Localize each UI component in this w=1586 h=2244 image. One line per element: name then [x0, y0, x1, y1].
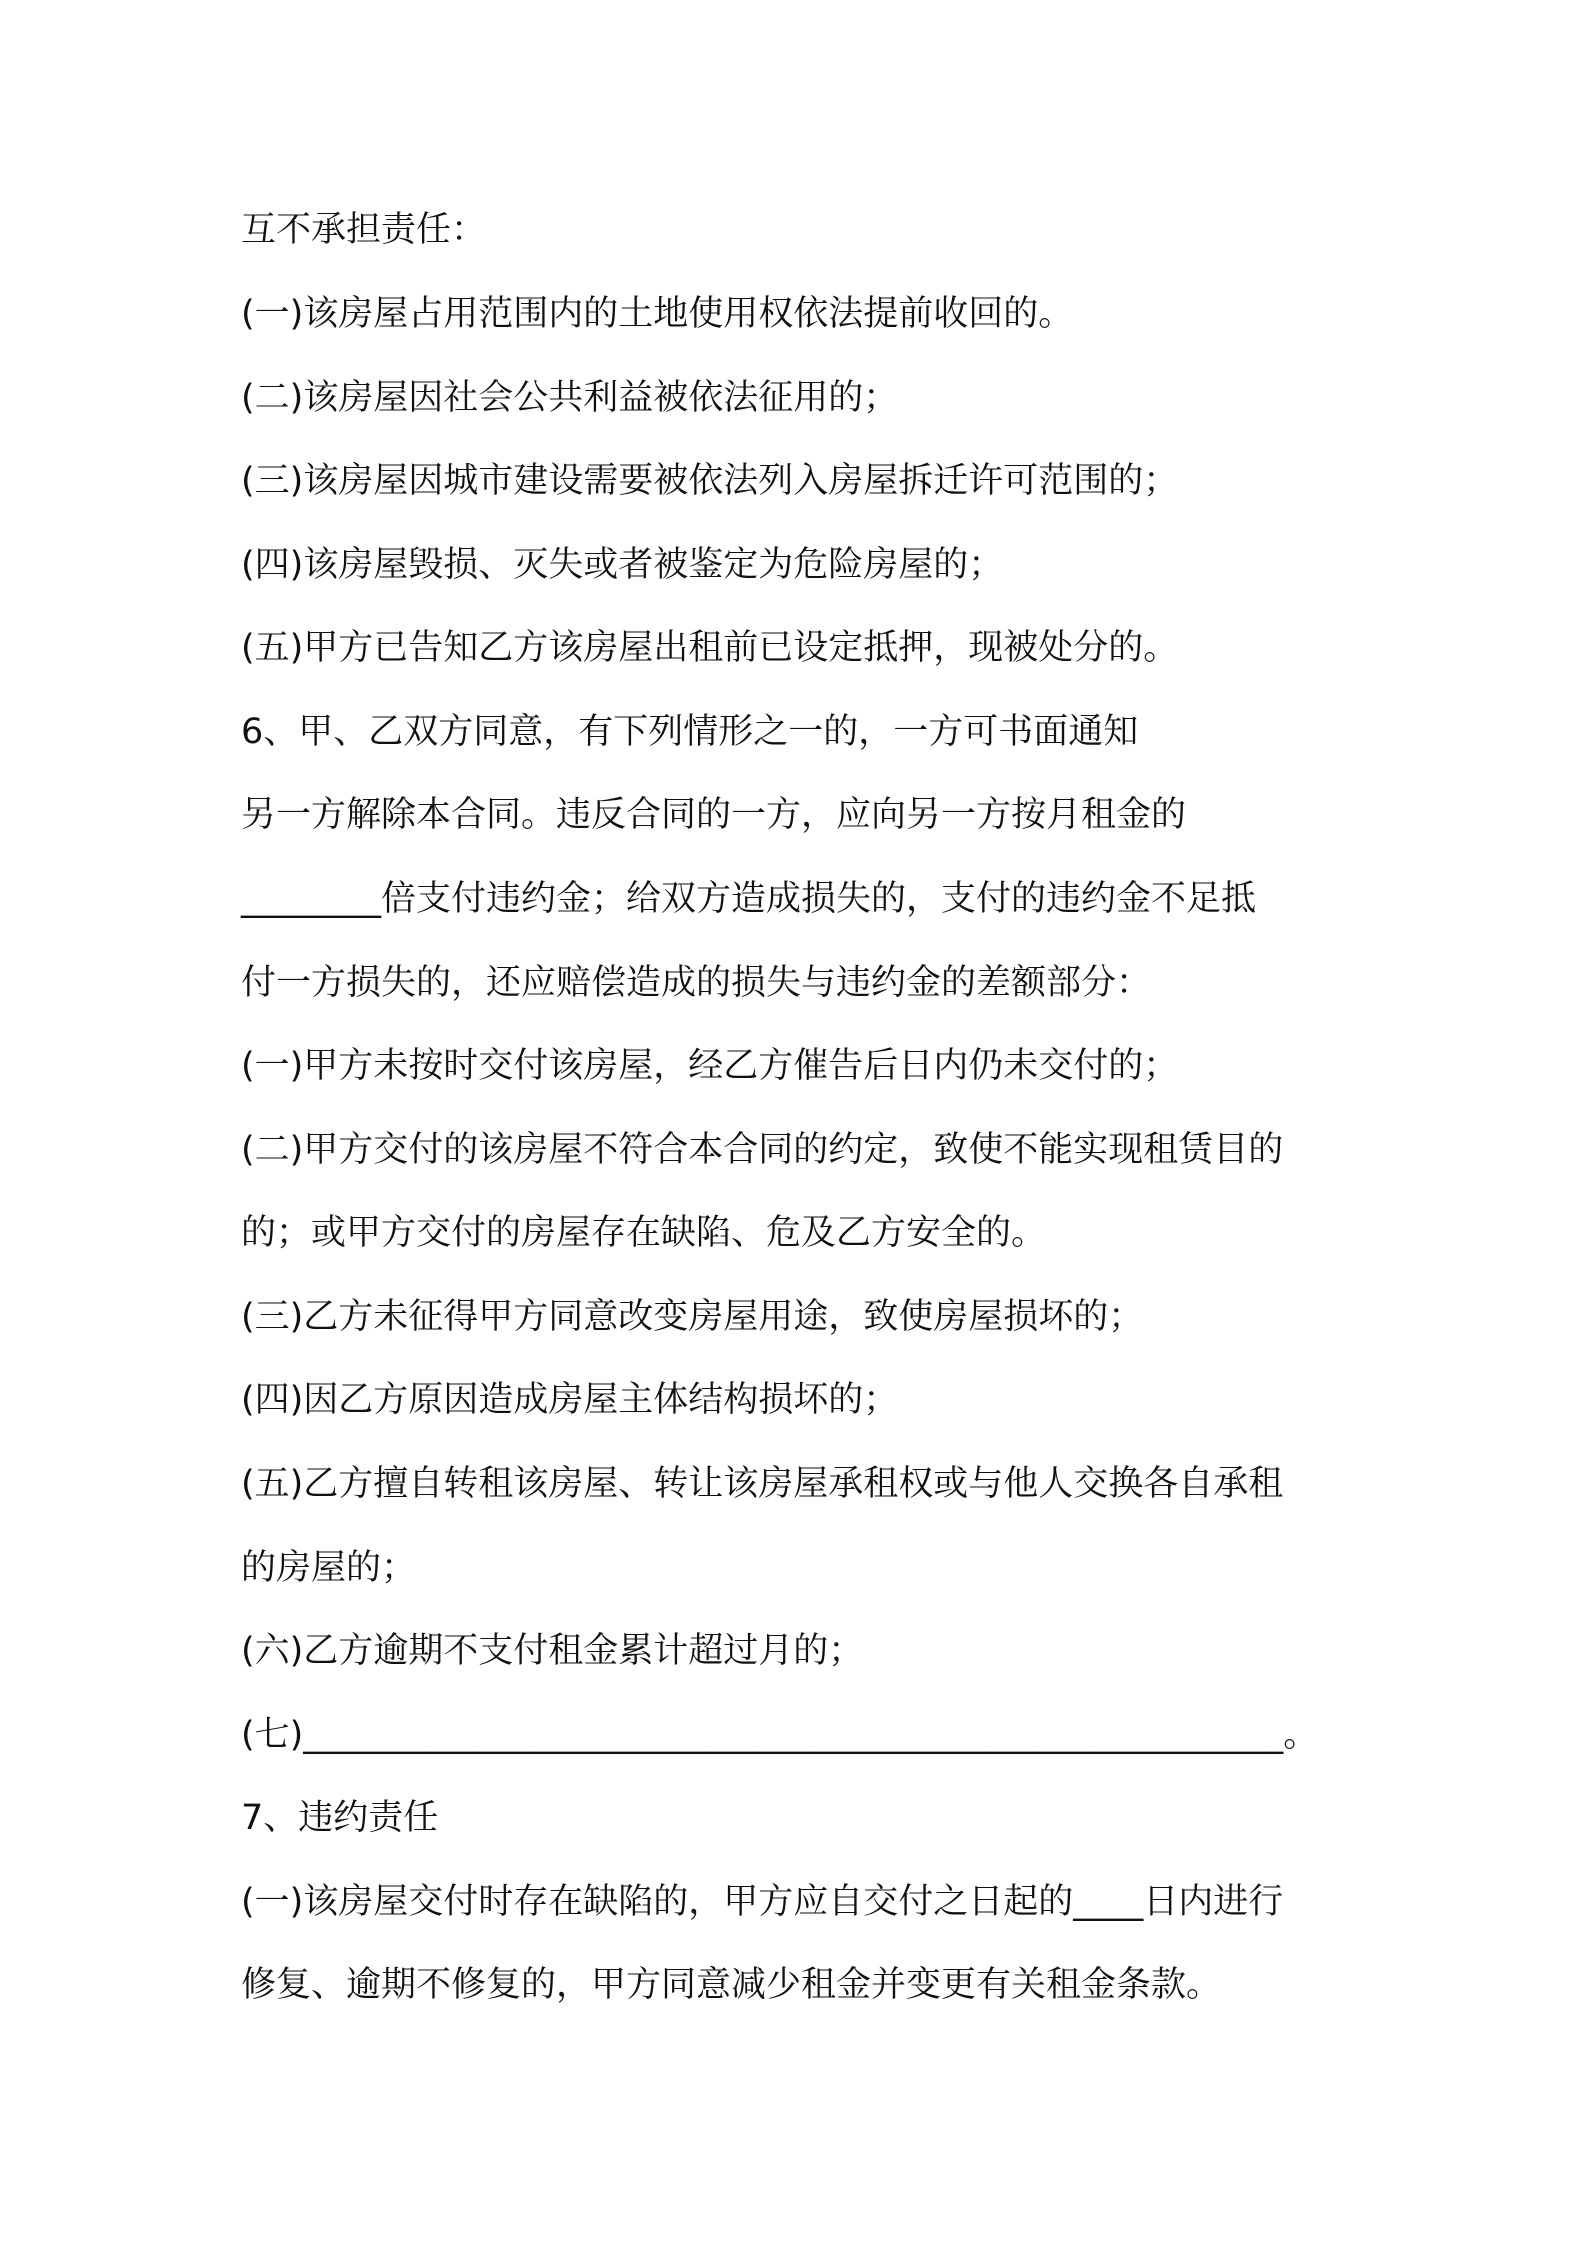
text-line: (一)该房屋占用范围内的土地使用权依法提前收回的。	[241, 294, 1074, 334]
text-line: 的；或甲方交付的房屋存在缺陷、危及乙方安全的。	[241, 1213, 1047, 1253]
text-line: (四)该房屋毁损、灭失或者被鉴定为危险房屋的；	[241, 545, 1004, 585]
text-line: (二)甲方交付的该房屋不符合本合同的约定，致使不能实现租赁目的	[241, 1130, 1284, 1170]
text-line: 互不承担责任：	[241, 210, 487, 250]
text-line: (三)该房屋因城市建设需要被依法列入房屋拆迁许可范围的；	[241, 461, 1179, 501]
text-line: (一)该房屋交付时存在缺陷的，甲方应自交付之日起的____日内进行	[241, 1882, 1284, 1922]
text-line: 7、违约责任	[241, 1798, 439, 1838]
text-line: 6、甲、乙双方同意，有下列情形之一的，一方可书面通知	[241, 712, 1139, 752]
text-line: (六)乙方逾期不支付租金累计超过月的；	[241, 1631, 864, 1671]
text-line: 修复、逾期不修复的，甲方同意减少租金并变更有关租金条款。	[241, 1965, 1222, 2005]
text-line: 的房屋的；	[241, 1548, 417, 1588]
text-line: (七)________________________________________________________。	[241, 1715, 1319, 1755]
text-line: (五)乙方擅自转租该房屋、转让该房屋承租权或与他人交换各自承租	[241, 1464, 1284, 1504]
text-line: (一)甲方未按时交付该房屋，经乙方催告后日内仍未交付的；	[241, 1046, 1179, 1086]
text-line: (五)甲方已告知乙方该房屋出租前已设定抵押，现被处分的。	[241, 628, 1179, 668]
text-line: (四)因乙方原因造成房屋主体结构损坏的；	[241, 1380, 899, 1420]
text-line: 付一方损失的，还应赔偿造成的损失与违约金的差额部分：	[241, 963, 1152, 1003]
text-line: (二)该房屋因社会公共利益被依法征用的；	[241, 378, 899, 418]
text-line: 另一方解除本合同。违反合同的一方，应向另一方按月租金的	[241, 795, 1187, 835]
text-line: (三)乙方未征得甲方同意改变房屋用途，致使房屋损坏的；	[241, 1297, 1144, 1337]
text-line: ________倍支付违约金；给双方造成损失的，支付的违约金不足抵	[241, 879, 1257, 919]
